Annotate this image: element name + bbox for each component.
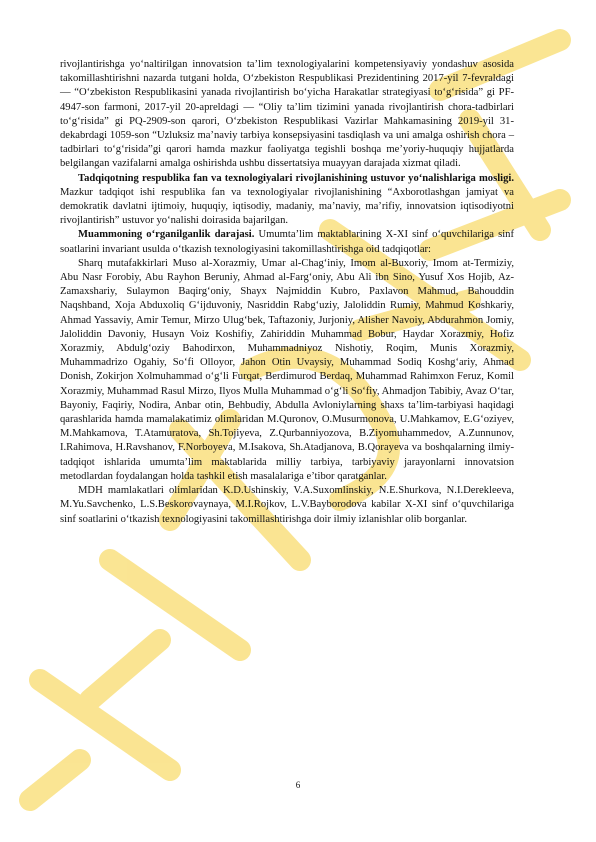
body-text: [60, 58, 514, 527]
paragraph: [60, 172, 514, 229]
paragraph-text: Mazkur tadqiqot ishi respublika fan va texnologiyalar rivojlanishining “Axborotlashgan jamiyat va demokratik davlatni ijtimoiy, huquqiy, iqtisodiy, madaniy, ma’naviy, ma’rifiy, innovatsion iqtisodiyotni rivojlantirish” ustuvor yo‘nalishi doirasida bajarilgan.: [60, 186, 514, 227]
page-number: 6: [295, 780, 301, 790]
watermark-stroke: [90, 560, 240, 700]
paragraph: [60, 484, 514, 527]
paragraph: [60, 58, 514, 172]
paragraph: [60, 228, 514, 256]
paragraph-text: MDH mamlakatlari olimlaridan K.D.Ushinskiy, V.A.Suxomlinskiy, N.E.Shurkova, N.I.Derekleeva, M.Yu.Savchenko, L.S.Beskorovaynaya, M.I.Rojkov, L.V.Bayborodova kabilar X-XI sinf o‘quvchilariga sinf soatlarini o‘tkazish texnologiyasini takomillashtirishga doir ilmiy izlanishlar olib borganlar.: [60, 485, 514, 525]
paragraph: [60, 257, 514, 484]
paragraph-heading: Muammoning o‘rganilganlik darajasi.: [78, 229, 255, 241]
paragraph-text: Sharq mutafakkirlari Muso al-Xorazmiy, Umar al-Chag‘iniy, Imom al-Buxoriy, Imom at-Termiziy, Abu Nasr Forobiy, Abu Rayhon Beruniy, Ahmad al-Farg‘oniy, Abu Ali ibn Sino, Yusuf Xos Hojib, Az-Zamaxshariy, Sulaymon Baqirg‘oniy, Shayx Najmiddin Kubro, Paxlavon Mahmud, Bahouddin Naqshband, Xoja Abduxoliq G‘ijduvoniy, Nasriddin Rabg‘uziy, Jaloliddin Rumiy, Mahmud Koshkariy, Ahmad Yassaviy, Amir Temur, Mirzo Ulug‘bek, Taftazoniy, Jurjoniy, Alisher Navoiy, Abdurahmon Jomiy, Jaloliddin Davoniy, Husayn Voiz Koshifiy, Zahiriddin Muhammad Bobur, Haydar Xorazmiy, Hofiz Xorazmiy, Abdulg‘oziy Bahodirxon, Muhammadniyoz Nishotiy, Roqim, Munis Xorazmiy, Muhammadrizo Ogahiy, So‘fi Olloyor, Jahon Otin Uvaysiy, Muhammad Sodiq Koshg‘ariy, Ahmad Donish, Zokirjon Xolmuhammad o‘g‘li Furqat, Berdimurod Berdaq, Muhammad Rahimxon Feruz, Komil Xorazmiy, Muhammad Rasul Mirzo, Ilyos Mulla Muhammad o‘g‘li So‘fiy, Ahmadjon Tabibiy, Avaz O‘tar, Bayoniy, Faqiriy, Nodira, Anbar otin, Behbudiy, Abdulla Avloniylarning shaxs ta’lim-tarbiyasi haqidagi qarashlarida hamda mamalakatimiz olimlaridan M.Quronov, O.Musurmonova, U.Mahkamov, E.G‘oziyev, M.Mahkamova, T.Atamuratova, Sh.Tojiyeva, Z.Qurbanniyozova, B.Ziyomuhammedov, A.Zunnunov, I.Rahimova, H.Ravshanov, F.Norboyeva, M.Isakova, Sh.Atadjanova, B.Qorayeva va boshqalarning ilmiy-tadqiqot ishlarida umumta’lim maktablarida milliy tarbiya, tarbiyaviy jarayonlarni innovatsion metodlardan foydalangan holda tashkil etish masalalariga e’tibor qaratganlar.: [60, 257, 514, 482]
paragraph-text: rivojlantirishga yo‘naltirilgan innovatsion ta’lim texnologiyalarini kompetensiyaviy yondashuv asosida takomillashtirishni nazarda tutgani holda, O‘zbekiston Respublikasi Prezidentining 2017-yil 7-fevraldagi — “O‘zbekiston Respublikasini yanada rivojlantirish bo‘yicha Harakatlar strategiyasi to‘g‘risida” gi PF-4947-son farmoni, 2017-yil 20-apreldagi — “Oliy ta’lim tizimini yanada rivojlantirish chora-tadbirlari to‘g‘risida” gi PQ-2909-son qarori, O‘zbekiston Respublikasi Vazirlar Mahkamasining 2019-yil 31-dekabrdagi 1059-son “Uzluksiz ma’naviy tarbiya konsepsiyasini tasdiqlash va uni amalga oshirish chora – tadbirlari to‘g‘risida”gi qarori hamda mazkur faoliyatga tegishli boshqa me’yoriy-huquqiy hujjatlarda belgilangan vazifalarni amalga oshirishda ushbu dissertatsiya muayyan darajada xizmat qiladi.: [60, 59, 514, 170]
paragraph-text: Umumta’lim maktablarining X-XI sinf o‘quvchilariga sinf soatlarini invariant usulda o‘tkazish texnologiyasini takomillashtirishga oid tadqiqotlar:: [60, 229, 514, 255]
paragraph-heading: Tadqiqotning respublika fan va texnologiyalari rivojlanishining ustuvor yo‘nalishlariga mosligi.: [78, 172, 514, 184]
